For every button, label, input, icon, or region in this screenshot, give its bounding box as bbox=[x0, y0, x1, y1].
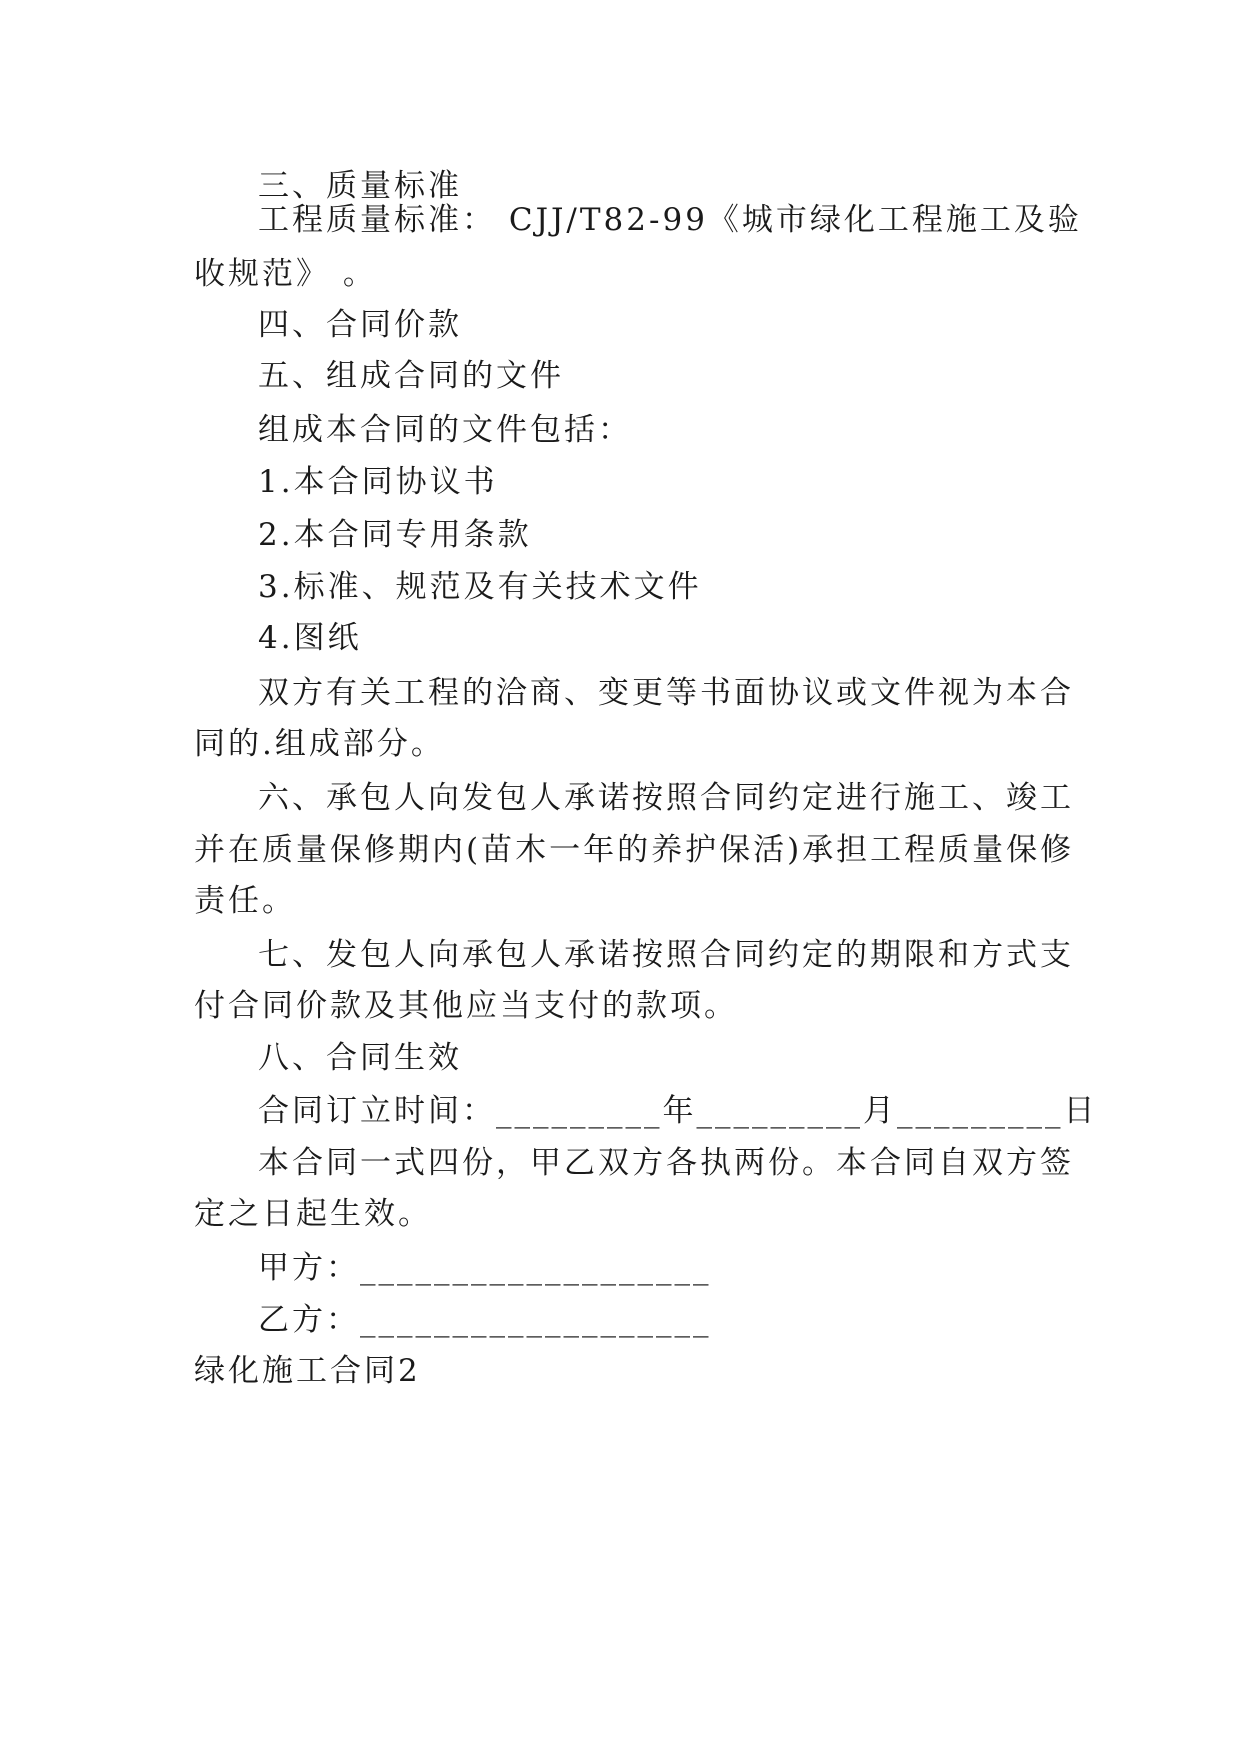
section-heading-contract-effect: 八、合同生效 bbox=[258, 1040, 462, 1076]
section-heading-contract-price: 四、合同价款 bbox=[258, 307, 462, 343]
section-heading-contract-documents: 五、组成合同的文件 bbox=[258, 358, 564, 394]
party-a-signature-line: 甲方：___________________ bbox=[258, 1250, 712, 1286]
paragraph-line: 定之日起生效。 bbox=[194, 1196, 432, 1232]
paragraph-line: 同的.组成部分。 bbox=[194, 726, 445, 762]
paragraph-line: 工程质量标准： CJJ/T82-99《城市绿化工程施工及验 bbox=[258, 202, 1082, 238]
list-item: 3.标准、规范及有关技术文件 bbox=[258, 569, 702, 605]
section-heading-quality-standard: 三、质量标准 bbox=[258, 168, 462, 204]
paragraph-line: 并在质量保修期内(苗木一年的养护保活)承担工程质量保修 bbox=[194, 832, 1075, 868]
signing-date-line: 合同订立时间：_________年_________月_________日 bbox=[258, 1093, 1098, 1129]
paragraph-line: 双方有关工程的洽商、变更等书面协议或文件视为本合 bbox=[258, 675, 1074, 711]
section-heading-contractor-commitment: 六、承包人向发包人承诺按照合同约定进行施工、竣工 bbox=[258, 780, 1074, 816]
paragraph-line: 组成本合同的文件包括： bbox=[258, 412, 632, 448]
list-item: 4.图纸 bbox=[258, 620, 362, 656]
section-heading-employer-commitment: 七、发包人向承包人承诺按照合同约定的期限和方式支 bbox=[258, 937, 1074, 973]
party-b-signature-line: 乙方：___________________ bbox=[258, 1302, 712, 1338]
list-item: 1.本合同协议书 bbox=[258, 464, 498, 500]
paragraph-line: 本合同一式四份，甲乙双方各执两份。本合同自双方签 bbox=[258, 1145, 1074, 1181]
paragraph-line: 收规范》 。 bbox=[194, 256, 377, 292]
paragraph-line: 付合同价款及其他应当支付的款项。 bbox=[194, 988, 738, 1024]
paragraph-line: 责任。 bbox=[194, 883, 296, 919]
list-item: 2.本合同专用条款 bbox=[258, 517, 532, 553]
next-contract-title: 绿化施工合同2 bbox=[194, 1353, 421, 1389]
